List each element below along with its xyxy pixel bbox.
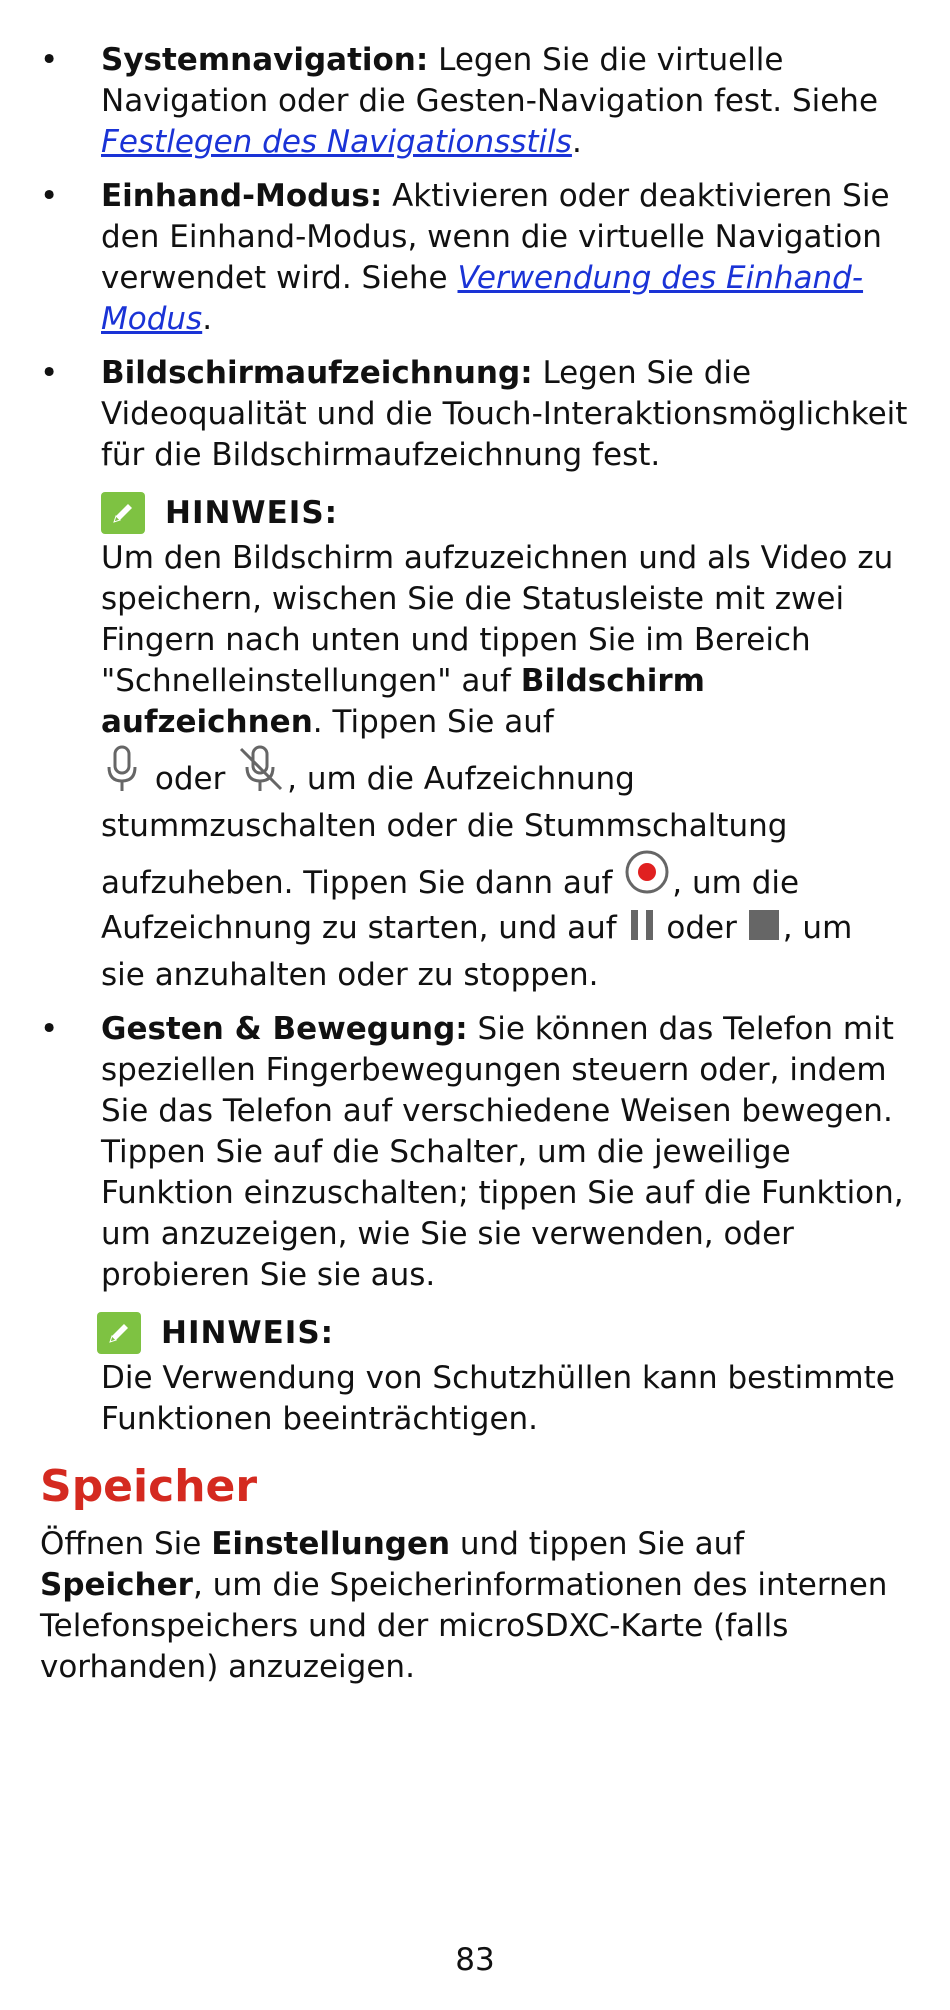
bullet-text: Aktivieren oder deaktivieren Sie den Einhand-Modus, wenn die virtuelle Navigation verwendet wird. Siehe: [101, 178, 890, 296]
bullet-term: Bildschirmaufzeichnung:: [101, 355, 533, 391]
section-paragraph: [40, 1524, 910, 1688]
link-navigation-style[interactable]: Festlegen des Navigationsstils: [101, 124, 572, 160]
note-label: HINWEIS:: [161, 1314, 335, 1351]
paragraph-part: , um die Speicherinformationen des internen Telefonspeichers und der microSDXC-Karte (falls vorhanden) anzuzeigen.: [40, 1567, 888, 1685]
note-text-part: . Tippen Sie auf: [312, 704, 554, 740]
paragraph-part: und tippen Sie auf: [450, 1526, 745, 1562]
bullet-term: Gesten & Bewegung:: [101, 1011, 468, 1047]
paragraph-part: Öffnen Sie: [40, 1526, 212, 1562]
note-text-part: oder: [145, 761, 236, 797]
bold-term: Einstellungen: [211, 1526, 451, 1562]
bullet-text: Legen Sie die virtuelle Navigation oder die Gesten-Navigation fest. Siehe: [101, 42, 879, 119]
note-text-part: oder: [656, 910, 747, 946]
list-item: [0, 176, 950, 340]
pencil-icon: [97, 1312, 141, 1354]
page-number: 83: [455, 1942, 495, 1978]
note-header: [101, 488, 910, 538]
stop-icon: [747, 908, 783, 955]
note-text: [101, 538, 910, 996]
record-icon: [622, 847, 672, 908]
bullet-term: Systemnavigation:: [101, 42, 429, 78]
note-text: Die Verwendung von Schutzhüllen kann bestimmte Funktionen beeinträchtigen.: [101, 1360, 895, 1437]
note-box: [101, 1308, 910, 1440]
note-text-part: Um den Bildschirm aufzuzeichnen und als Video zu speichern, wischen Sie die Statusleiste mit zwei Fingern nach unten und tippen Sie im Bereich "Schnelleinstellungen" auf: [101, 540, 894, 699]
bullet-tail: .: [571, 124, 582, 160]
list-item: [0, 1009, 950, 1440]
pause-icon: [627, 908, 657, 955]
bullet-text: Sie können das Telefon mit speziellen Fingerbewegungen steuern oder, indem Sie das Telefon auf verschiedene Weisen bewegen. Tippen Sie auf die Schalter, um die jeweilige Funktion einzuschalten; tippen Sie auf die Funktion, um anzuzeigen, wie Sie sie verwenden, oder probieren Sie sie aus.: [101, 1011, 904, 1293]
note-header: [97, 1308, 910, 1358]
microphone-off-icon: [235, 743, 287, 806]
bold-term: Speicher: [40, 1567, 193, 1603]
section-title: Speicher: [40, 1461, 258, 1512]
bullet-text: Legen Sie die Videoqualität und die Touch-Interaktionsmöglichkeit für die Bildschirmaufzeichnung fest.: [101, 355, 908, 473]
note-label: HINWEIS:: [165, 494, 339, 531]
note-text-part: , um die Aufzeichnung stummzuschalten oder die Stummschaltung aufzuheben. Tippen Sie dann auf: [101, 761, 788, 901]
note-text-part: , um sie anzuhalten oder zu stoppen.: [101, 910, 853, 993]
note-box: [101, 488, 910, 996]
settings-bullet-list: [0, 40, 950, 1440]
link-one-hand-mode[interactable]: Verwendung des Einhand-Modus: [101, 260, 864, 337]
list-item: [0, 353, 950, 996]
note-bold-term: Bildschirm aufzeichnen: [101, 663, 705, 740]
list-item: [0, 40, 950, 163]
pencil-icon: [101, 492, 145, 534]
note-text-part: , um die Aufzeichnung zu starten, und auf: [101, 865, 800, 946]
bullet-tail: .: [202, 301, 213, 337]
microphone-icon: [101, 743, 145, 806]
bullet-term: Einhand-Modus:: [101, 178, 383, 214]
